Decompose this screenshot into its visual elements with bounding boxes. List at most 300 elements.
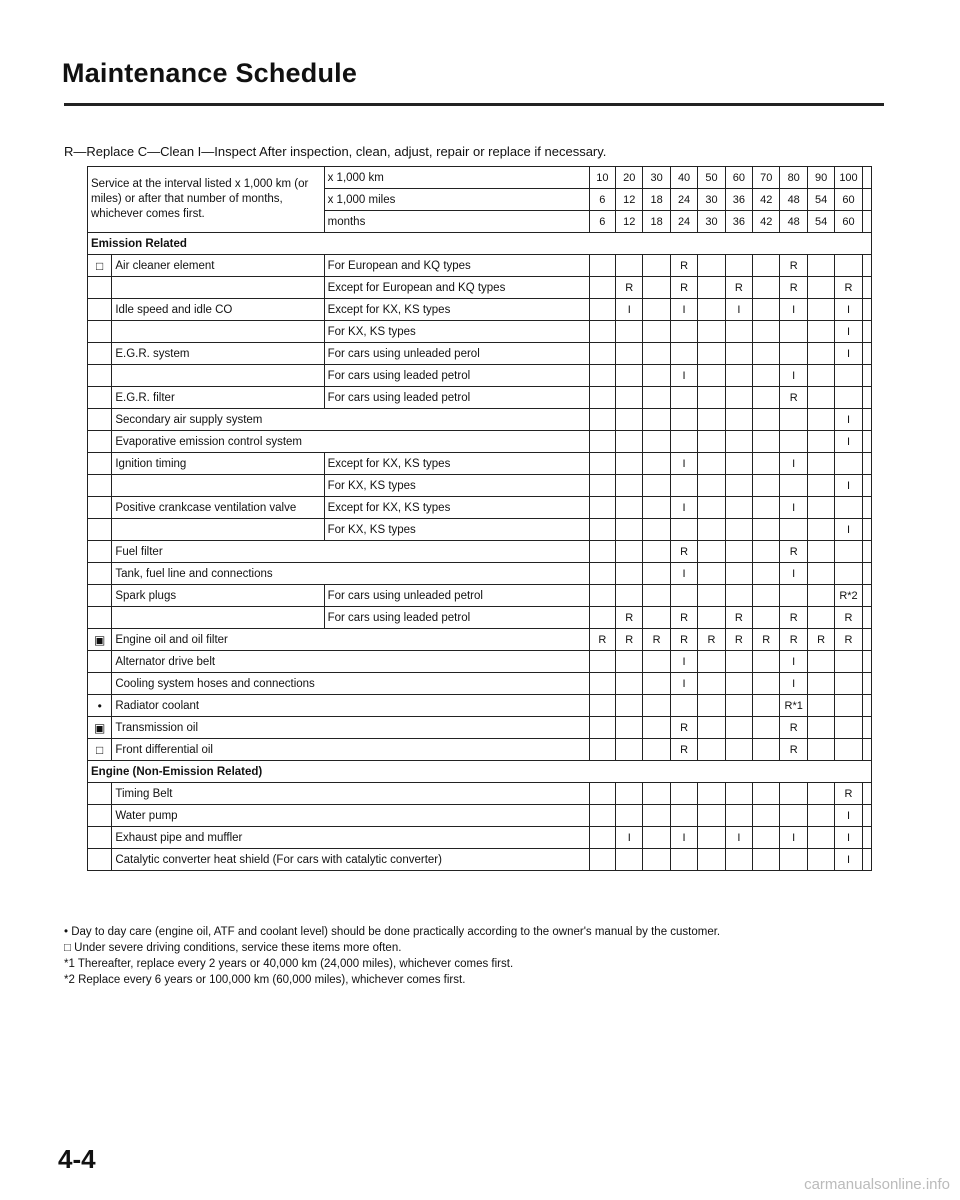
schedule-cell bbox=[698, 453, 725, 475]
schedule-cell bbox=[698, 255, 725, 277]
schedule-cell: R bbox=[835, 277, 862, 299]
schedule-cell: I bbox=[670, 299, 697, 321]
schedule-cell: R bbox=[616, 607, 643, 629]
schedule-cell bbox=[753, 739, 780, 761]
severity-symbol bbox=[88, 497, 112, 519]
schedule-cell: I bbox=[835, 409, 862, 431]
footnote bbox=[64, 924, 884, 940]
schedule-cell: I bbox=[835, 343, 862, 365]
schedule-cell bbox=[643, 827, 670, 849]
spacer-cell bbox=[862, 409, 871, 431]
schedule-cell: I bbox=[780, 827, 807, 849]
unit-label: x 1,000 miles bbox=[324, 189, 589, 211]
interval-months: 12 bbox=[616, 211, 643, 233]
schedule-cell bbox=[753, 585, 780, 607]
schedule-cell bbox=[643, 453, 670, 475]
item-name bbox=[112, 607, 324, 629]
schedule-cell bbox=[780, 409, 807, 431]
schedule-cell bbox=[753, 717, 780, 739]
interval-months: 24 bbox=[670, 211, 697, 233]
item-condition: For KX, KS types bbox=[324, 475, 589, 497]
item-name: Water pump bbox=[112, 805, 589, 827]
schedule-cell bbox=[807, 717, 834, 739]
interval-km: 90 bbox=[807, 167, 834, 189]
schedule-row bbox=[88, 717, 872, 739]
schedule-cell bbox=[616, 805, 643, 827]
schedule-cell bbox=[643, 387, 670, 409]
item-condition: For cars using unleaded petrol bbox=[324, 585, 589, 607]
interval-km: 60 bbox=[725, 167, 752, 189]
schedule-cell: I bbox=[670, 563, 697, 585]
severity-symbol bbox=[88, 431, 112, 453]
schedule-cell: R bbox=[780, 607, 807, 629]
spacer-cell bbox=[862, 739, 871, 761]
schedule-cell bbox=[780, 805, 807, 827]
schedule-cell bbox=[753, 827, 780, 849]
item-name: Spark plugs bbox=[112, 585, 324, 607]
spacer-cell bbox=[862, 849, 871, 871]
schedule-cell bbox=[589, 607, 615, 629]
schedule-cell bbox=[616, 519, 643, 541]
severity-symbol bbox=[88, 541, 112, 563]
schedule-cell: I bbox=[670, 365, 697, 387]
schedule-cell: I bbox=[670, 673, 697, 695]
spacer-cell bbox=[862, 255, 871, 277]
schedule-row bbox=[88, 541, 872, 563]
schedule-cell bbox=[616, 431, 643, 453]
schedule-cell bbox=[589, 849, 615, 871]
severity-symbol bbox=[88, 849, 112, 871]
schedule-row bbox=[88, 805, 872, 827]
interval-km: 40 bbox=[670, 167, 697, 189]
schedule-cell bbox=[616, 255, 643, 277]
item-name: Radiator coolant bbox=[112, 695, 589, 717]
spacer-cell bbox=[862, 321, 871, 343]
schedule-cell bbox=[753, 563, 780, 585]
schedule-cell bbox=[698, 519, 725, 541]
maintenance-schedule-table bbox=[87, 166, 872, 871]
schedule-cell bbox=[643, 365, 670, 387]
spacer-cell bbox=[862, 365, 871, 387]
schedule-row bbox=[88, 497, 872, 519]
schedule-cell bbox=[698, 541, 725, 563]
schedule-cell bbox=[589, 585, 615, 607]
schedule-cell bbox=[780, 849, 807, 871]
schedule-cell: I bbox=[616, 299, 643, 321]
schedule-cell bbox=[753, 321, 780, 343]
schedule-cell: R bbox=[780, 541, 807, 563]
schedule-cell bbox=[807, 497, 834, 519]
schedule-cell bbox=[753, 431, 780, 453]
spacer-cell bbox=[862, 541, 871, 563]
schedule-cell bbox=[670, 849, 697, 871]
schedule-cell bbox=[725, 343, 752, 365]
spacer-cell bbox=[862, 717, 871, 739]
unit-label: months bbox=[324, 211, 589, 233]
severity-symbol bbox=[88, 321, 112, 343]
schedule-cell bbox=[725, 453, 752, 475]
schedule-cell bbox=[643, 409, 670, 431]
interval-miles: 30 bbox=[698, 189, 725, 211]
schedule-cell bbox=[589, 475, 615, 497]
item-condition: For cars using leaded petrol bbox=[324, 607, 589, 629]
schedule-cell bbox=[807, 255, 834, 277]
schedule-cell bbox=[698, 365, 725, 387]
schedule-cell bbox=[807, 827, 834, 849]
schedule-cell bbox=[589, 783, 615, 805]
schedule-cell bbox=[698, 409, 725, 431]
schedule-cell: I bbox=[616, 827, 643, 849]
schedule-cell bbox=[753, 541, 780, 563]
severity-symbol bbox=[88, 409, 112, 431]
footnote-text: Under severe driving conditions, service these items more often. bbox=[74, 942, 402, 954]
schedule-row bbox=[88, 475, 872, 497]
schedule-cell bbox=[753, 651, 780, 673]
schedule-cell bbox=[616, 585, 643, 607]
schedule-cell bbox=[725, 255, 752, 277]
schedule-cell: R bbox=[780, 277, 807, 299]
schedule-cell bbox=[835, 673, 862, 695]
schedule-cell bbox=[753, 783, 780, 805]
schedule-cell: I bbox=[670, 651, 697, 673]
schedule-cell bbox=[725, 695, 752, 717]
schedule-cell bbox=[670, 343, 697, 365]
schedule-cell bbox=[780, 431, 807, 453]
schedule-cell bbox=[807, 431, 834, 453]
item-name: Air cleaner element bbox=[112, 255, 324, 277]
schedule-cell: I bbox=[780, 563, 807, 585]
schedule-cell bbox=[807, 475, 834, 497]
spacer-cell bbox=[862, 453, 871, 475]
interval-km: 50 bbox=[698, 167, 725, 189]
schedule-row bbox=[88, 783, 872, 805]
schedule-cell bbox=[589, 805, 615, 827]
schedule-cell bbox=[643, 805, 670, 827]
footnote-mark: *1 bbox=[64, 958, 75, 970]
schedule-cell bbox=[807, 563, 834, 585]
severity-symbol bbox=[88, 453, 112, 475]
schedule-cell: R bbox=[780, 387, 807, 409]
item-condition: Except for European and KQ types bbox=[324, 277, 589, 299]
schedule-cell bbox=[725, 497, 752, 519]
item-name bbox=[112, 365, 324, 387]
schedule-cell: R bbox=[589, 629, 615, 651]
schedule-cell bbox=[807, 365, 834, 387]
schedule-cell bbox=[670, 585, 697, 607]
item-condition: Except for KX, KS types bbox=[324, 497, 589, 519]
interval-km: 100 bbox=[835, 167, 862, 189]
schedule-cell: R bbox=[780, 739, 807, 761]
schedule-cell bbox=[835, 695, 862, 717]
schedule-cell: I bbox=[835, 519, 862, 541]
item-condition: For cars using unleaded perol bbox=[324, 343, 589, 365]
schedule-cell bbox=[698, 849, 725, 871]
schedule-cell bbox=[589, 827, 615, 849]
schedule-row bbox=[88, 453, 872, 475]
title-rule bbox=[64, 103, 884, 106]
item-condition: For cars using leaded petrol bbox=[324, 387, 589, 409]
spacer-cell bbox=[862, 695, 871, 717]
schedule-cell: I bbox=[670, 827, 697, 849]
schedule-cell bbox=[616, 409, 643, 431]
footnote-mark: *2 bbox=[64, 974, 75, 986]
schedule-cell bbox=[589, 563, 615, 585]
schedule-cell: I bbox=[835, 475, 862, 497]
schedule-cell bbox=[835, 497, 862, 519]
schedule-row bbox=[88, 255, 872, 277]
schedule-cell bbox=[589, 717, 615, 739]
schedule-cell bbox=[589, 343, 615, 365]
schedule-cell: R bbox=[616, 277, 643, 299]
schedule-cell bbox=[670, 431, 697, 453]
interval-km: 10 bbox=[589, 167, 615, 189]
schedule-cell bbox=[835, 563, 862, 585]
schedule-row bbox=[88, 321, 872, 343]
schedule-cell bbox=[780, 343, 807, 365]
interval-description: Service at the interval listed x 1,000 km (or miles) or after that number of months, whichever comes first. bbox=[88, 167, 325, 233]
schedule-cell: I bbox=[725, 827, 752, 849]
schedule-cell bbox=[753, 365, 780, 387]
spacer-cell bbox=[862, 673, 871, 695]
schedule-cell bbox=[835, 739, 862, 761]
interval-km: 30 bbox=[643, 167, 670, 189]
spacer-cell bbox=[862, 497, 871, 519]
schedule-cell bbox=[589, 365, 615, 387]
schedule-cell bbox=[589, 321, 615, 343]
schedule-cell bbox=[643, 739, 670, 761]
schedule-cell bbox=[616, 321, 643, 343]
spacer-cell bbox=[862, 563, 871, 585]
item-name: E.G.R. system bbox=[112, 343, 324, 365]
schedule-cell bbox=[670, 783, 697, 805]
schedule-cell: I bbox=[835, 849, 862, 871]
spacer-cell bbox=[862, 387, 871, 409]
schedule-cell: R bbox=[780, 717, 807, 739]
schedule-cell bbox=[698, 827, 725, 849]
spacer-cell bbox=[862, 431, 871, 453]
schedule-cell bbox=[807, 651, 834, 673]
schedule-cell bbox=[643, 651, 670, 673]
schedule-row bbox=[88, 827, 872, 849]
schedule-cell: R bbox=[780, 629, 807, 651]
item-name: Exhaust pipe and muffler bbox=[112, 827, 589, 849]
schedule-cell: R bbox=[780, 255, 807, 277]
schedule-cell bbox=[807, 783, 834, 805]
schedule-row bbox=[88, 629, 872, 651]
schedule-cell: R bbox=[835, 783, 862, 805]
schedule-cell bbox=[753, 277, 780, 299]
spacer-cell bbox=[862, 651, 871, 673]
interval-miles: 48 bbox=[780, 189, 807, 211]
schedule-row bbox=[88, 431, 872, 453]
schedule-cell bbox=[643, 343, 670, 365]
schedule-cell bbox=[643, 563, 670, 585]
schedule-cell: R bbox=[835, 629, 862, 651]
item-name: Front differential oil bbox=[112, 739, 589, 761]
schedule-cell bbox=[725, 387, 752, 409]
schedule-cell bbox=[780, 321, 807, 343]
schedule-row bbox=[88, 409, 872, 431]
item-condition: For European and KQ types bbox=[324, 255, 589, 277]
schedule-cell bbox=[835, 255, 862, 277]
schedule-cell bbox=[698, 277, 725, 299]
schedule-cell bbox=[616, 673, 643, 695]
item-name: Positive crankcase ventilation valve bbox=[112, 497, 324, 519]
schedule-cell bbox=[589, 695, 615, 717]
spacer-cell bbox=[862, 607, 871, 629]
spacer-cell bbox=[862, 277, 871, 299]
schedule-cell bbox=[643, 299, 670, 321]
schedule-cell bbox=[643, 321, 670, 343]
schedule-cell bbox=[807, 343, 834, 365]
schedule-cell: R bbox=[616, 629, 643, 651]
schedule-cell bbox=[616, 563, 643, 585]
schedule-cell bbox=[616, 783, 643, 805]
spacer-cell bbox=[862, 167, 871, 189]
schedule-cell bbox=[835, 651, 862, 673]
schedule-cell bbox=[616, 849, 643, 871]
schedule-cell: I bbox=[780, 365, 807, 387]
item-name: Catalytic converter heat shield (For cars with catalytic converter) bbox=[112, 849, 589, 871]
schedule-cell bbox=[807, 607, 834, 629]
severity-symbol bbox=[88, 805, 112, 827]
schedule-cell: R bbox=[670, 255, 697, 277]
severity-symbol bbox=[88, 783, 112, 805]
schedule-cell bbox=[616, 695, 643, 717]
severity-symbol bbox=[88, 475, 112, 497]
schedule-cell bbox=[725, 805, 752, 827]
schedule-cell: I bbox=[835, 827, 862, 849]
interval-miles: 18 bbox=[643, 189, 670, 211]
schedule-cell: I bbox=[835, 431, 862, 453]
schedule-cell bbox=[725, 673, 752, 695]
schedule-cell bbox=[753, 519, 780, 541]
footnote-mark: □ bbox=[64, 942, 71, 954]
schedule-cell bbox=[807, 321, 834, 343]
schedule-cell: R bbox=[670, 607, 697, 629]
schedule-row bbox=[88, 651, 872, 673]
schedule-cell bbox=[753, 453, 780, 475]
item-name: Engine oil and oil filter bbox=[112, 629, 589, 651]
schedule-cell bbox=[725, 541, 752, 563]
interval-km: 20 bbox=[616, 167, 643, 189]
schedule-cell bbox=[643, 277, 670, 299]
schedule-cell: I bbox=[780, 299, 807, 321]
schedule-cell bbox=[589, 299, 615, 321]
schedule-cell bbox=[698, 739, 725, 761]
footnotes bbox=[64, 924, 884, 988]
schedule-cell bbox=[807, 299, 834, 321]
schedule-cell bbox=[616, 365, 643, 387]
severity-symbol bbox=[88, 387, 112, 409]
schedule-cell bbox=[643, 695, 670, 717]
schedule-cell bbox=[670, 321, 697, 343]
schedule-cell: R bbox=[698, 629, 725, 651]
item-name: E.G.R. filter bbox=[112, 387, 324, 409]
footnote bbox=[64, 972, 884, 988]
severity-symbol bbox=[88, 277, 112, 299]
schedule-cell bbox=[807, 849, 834, 871]
schedule-cell bbox=[589, 541, 615, 563]
schedule-cell bbox=[643, 849, 670, 871]
schedule-cell bbox=[725, 585, 752, 607]
schedule-cell bbox=[670, 519, 697, 541]
schedule-cell bbox=[698, 387, 725, 409]
page-title: Maintenance Schedule bbox=[62, 58, 358, 88]
schedule-cell bbox=[807, 519, 834, 541]
schedule-cell bbox=[835, 365, 862, 387]
spacer-cell bbox=[862, 783, 871, 805]
schedule-cell bbox=[698, 475, 725, 497]
schedule-cell bbox=[753, 607, 780, 629]
schedule-cell bbox=[807, 541, 834, 563]
schedule-cell bbox=[643, 607, 670, 629]
schedule-cell: I bbox=[670, 497, 697, 519]
spacer-cell bbox=[862, 805, 871, 827]
item-name: Fuel filter bbox=[112, 541, 589, 563]
schedule-cell bbox=[616, 739, 643, 761]
schedule-cell bbox=[616, 343, 643, 365]
schedule-cell bbox=[643, 255, 670, 277]
schedule-cell bbox=[643, 783, 670, 805]
schedule-cell bbox=[643, 541, 670, 563]
item-name: Cooling system hoses and connections bbox=[112, 673, 589, 695]
schedule-cell bbox=[807, 805, 834, 827]
schedule-cell bbox=[753, 387, 780, 409]
severity-symbol bbox=[88, 343, 112, 365]
footnote bbox=[64, 956, 884, 972]
spacer-cell bbox=[862, 519, 871, 541]
item-name bbox=[112, 277, 324, 299]
schedule-cell bbox=[725, 651, 752, 673]
item-condition: Except for KX, KS types bbox=[324, 453, 589, 475]
schedule-cell: I bbox=[780, 673, 807, 695]
interval-km: 70 bbox=[753, 167, 780, 189]
schedule-cell bbox=[753, 497, 780, 519]
interval-miles: 36 bbox=[725, 189, 752, 211]
interval-miles: 42 bbox=[753, 189, 780, 211]
schedule-cell bbox=[753, 805, 780, 827]
schedule-cell bbox=[589, 519, 615, 541]
severity-symbol: ▣ bbox=[88, 717, 112, 739]
section-header-row bbox=[88, 761, 872, 783]
item-name bbox=[112, 475, 324, 497]
schedule-cell bbox=[753, 343, 780, 365]
schedule-row bbox=[88, 585, 872, 607]
schedule-cell bbox=[589, 387, 615, 409]
schedule-cell: R bbox=[670, 717, 697, 739]
schedule-cell: R bbox=[670, 541, 697, 563]
severity-symbol: □ bbox=[88, 739, 112, 761]
interval-months: 6 bbox=[589, 211, 615, 233]
schedule-cell bbox=[616, 387, 643, 409]
item-name: Timing Belt bbox=[112, 783, 589, 805]
schedule-cell bbox=[698, 695, 725, 717]
schedule-cell bbox=[753, 409, 780, 431]
schedule-row bbox=[88, 387, 872, 409]
schedule-cell bbox=[753, 255, 780, 277]
spacer-cell bbox=[862, 299, 871, 321]
header-row-km bbox=[88, 167, 872, 189]
schedule-cell bbox=[589, 739, 615, 761]
section-header-row bbox=[88, 233, 872, 255]
schedule-cell bbox=[725, 365, 752, 387]
spacer-cell bbox=[862, 629, 871, 651]
schedule-cell: R bbox=[725, 629, 752, 651]
schedule-row bbox=[88, 563, 872, 585]
interval-months: 54 bbox=[807, 211, 834, 233]
interval-miles: 6 bbox=[589, 189, 615, 211]
